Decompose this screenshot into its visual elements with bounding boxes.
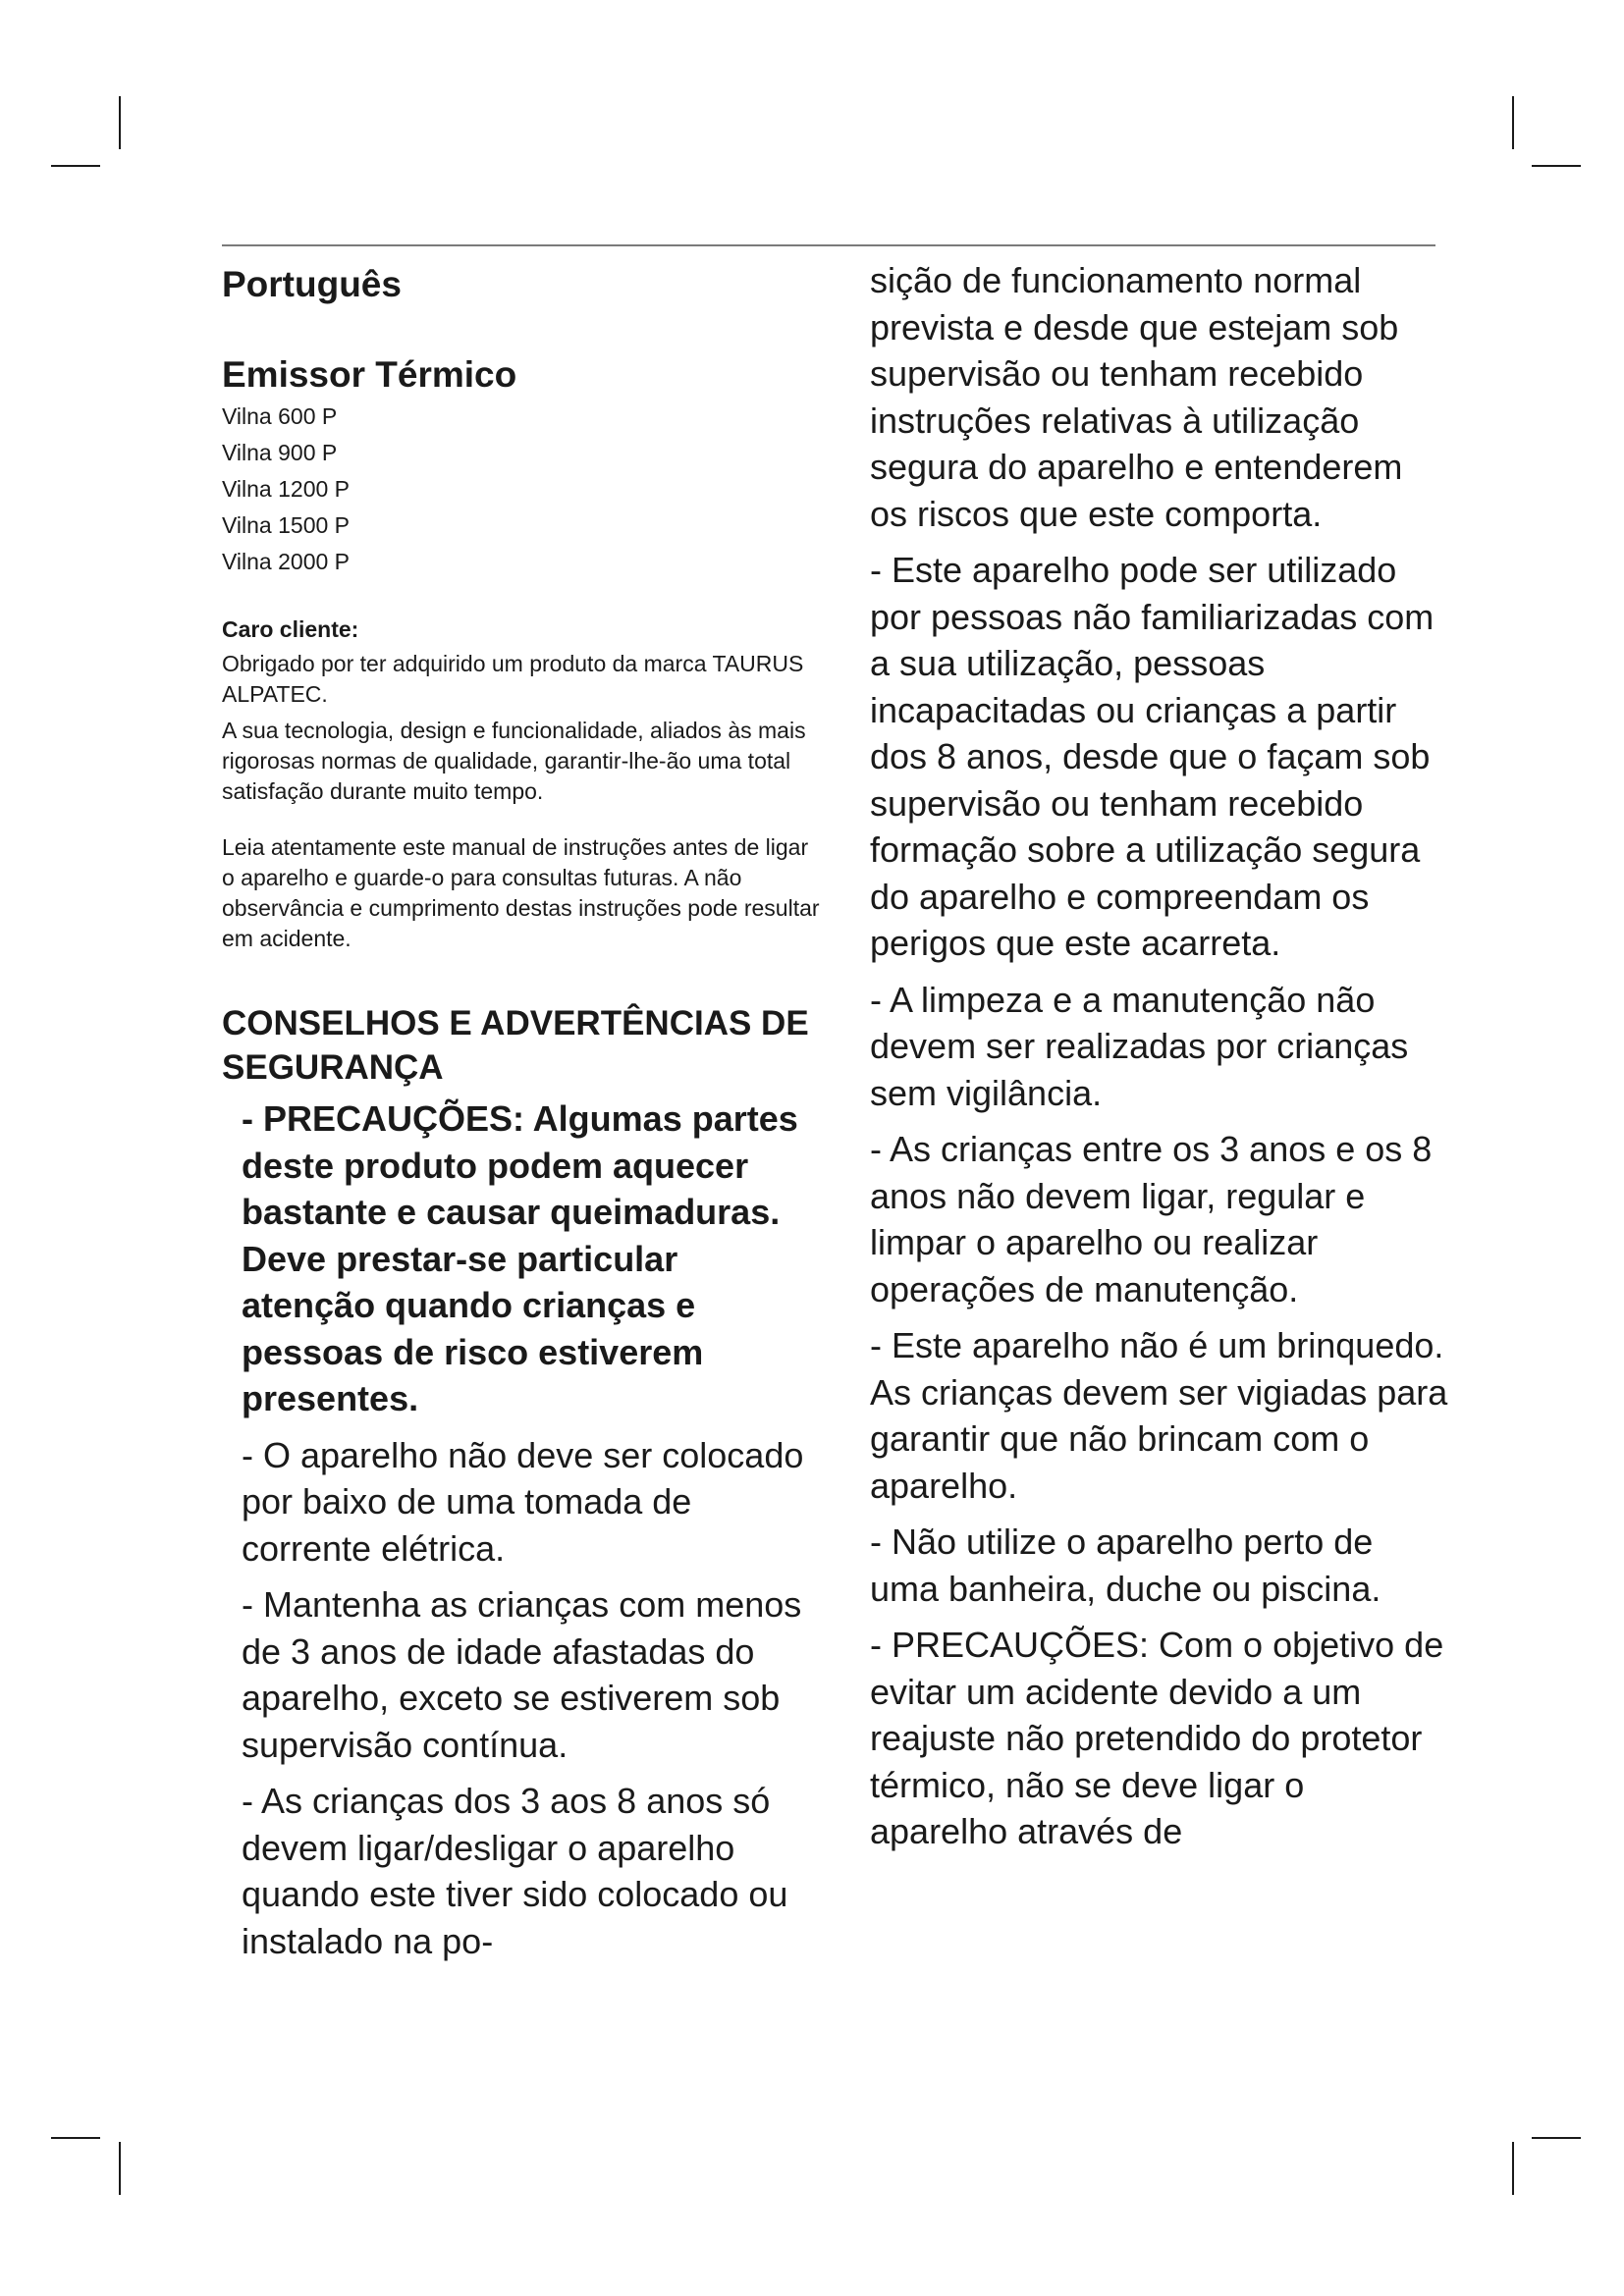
safety-heading: CONSELHOS E ADVERTÊNCIAS DE SEGURANÇA	[222, 1004, 809, 1087]
safety-item: - PRECAUÇÕES: Com o objetivo de evitar um acidente devido a um reajuste não pretendido do protetor térmico, não se deve ligar o aparelho através de	[870, 1625, 1444, 1851]
safety-item: - O aparelho não deve ser colocado por baixo de uma tomada de corrente elétrica.	[242, 1434, 804, 1569]
model-item: Vilna 1200 P	[222, 476, 351, 502]
right-column	[870, 257, 1449, 1865]
product-title: Emissor Térmico	[222, 354, 517, 395]
language-heading: Português	[222, 264, 402, 304]
intro-paragraph: Obrigado por ter adquirido um produto da marca TAURUS ALPATEC.	[222, 651, 804, 707]
header-rule	[222, 244, 1435, 246]
safety-item: - Este aparelho pode ser utilizado por pessoas não familiarizadas com a sua utilização, pessoas incapacitadas ou crianças a partir dos 8 anos, desde que o façam sob supervisão ou tenham recebido formação sobre a utilização segura do aparelho e compreendam os perigos que este acarreta.	[870, 550, 1435, 963]
greeting: Caro cliente:	[222, 616, 359, 642]
left-column	[222, 257, 821, 1974]
crop-mark	[1512, 96, 1514, 149]
model-item: Vilna 900 P	[222, 440, 338, 465]
safety-item: - As crianças dos 3 aos 8 anos só devem ligar/desligar o aparelho quando este tiver sido colocado ou instalado na po-	[242, 1781, 788, 1961]
safety-item: - As crianças entre os 3 anos e os 8 anos não devem ligar, regular e limpar o aparelho ou realizar operações de manutenção.	[870, 1129, 1433, 1309]
safety-item: - Mantenha as crianças com menos de 3 anos de idade afastadas do aparelho, exceto se estiverem sob supervisão contínua.	[242, 1584, 802, 1765]
intro-paragraph: A sua tecnologia, design e funcionalidade, aliados às mais rigorosas normas de qualidade, garantir-lhe-ão uma total satisfação durante muito tempo.	[222, 718, 806, 804]
model-item: Vilna 600 P	[222, 403, 338, 429]
model-item: Vilna 1500 P	[222, 512, 351, 538]
model-item: Vilna 2000 P	[222, 549, 351, 574]
crop-mark	[1512, 2142, 1514, 2195]
crop-mark	[1532, 2137, 1581, 2139]
crop-mark	[119, 96, 121, 149]
safety-item: - A limpeza e a manutenção não devem ser realizadas por crianças sem vigilância.	[870, 979, 1409, 1113]
safety-item: - Não utilize o aparelho perto de uma banheira, duche ou piscina.	[870, 1522, 1381, 1609]
intro-paragraph: Leia atentamente este manual de instruções antes de ligar o aparelho e guarde-o para consultas futuras. A não observância e cumprimento destas instruções pode resultar em acidente.	[222, 834, 820, 951]
safety-item: - Este aparelho não é um brinquedo. As crianças devem ser vigiadas para garantir que não brincam com o aparelho.	[870, 1325, 1448, 1506]
safety-item: - PRECAUÇÕES: Algumas partes deste produto podem aquecer bastante e causar queimaduras. Deve prestar-se particular atenção quando crianças e pessoas de risco estiverem presentes.	[242, 1098, 798, 1418]
crop-mark	[1532, 165, 1581, 167]
crop-mark	[51, 165, 100, 167]
model-list	[222, 399, 821, 580]
crop-mark	[51, 2137, 100, 2139]
safety-continuation: sição de funcionamento normal prevista e desde que estejam sob supervisão ou tenham recebido instruções relativas à utilização segura do aparelho e entenderem os riscos que este comporta.	[870, 260, 1403, 534]
crop-mark	[119, 2142, 121, 2195]
